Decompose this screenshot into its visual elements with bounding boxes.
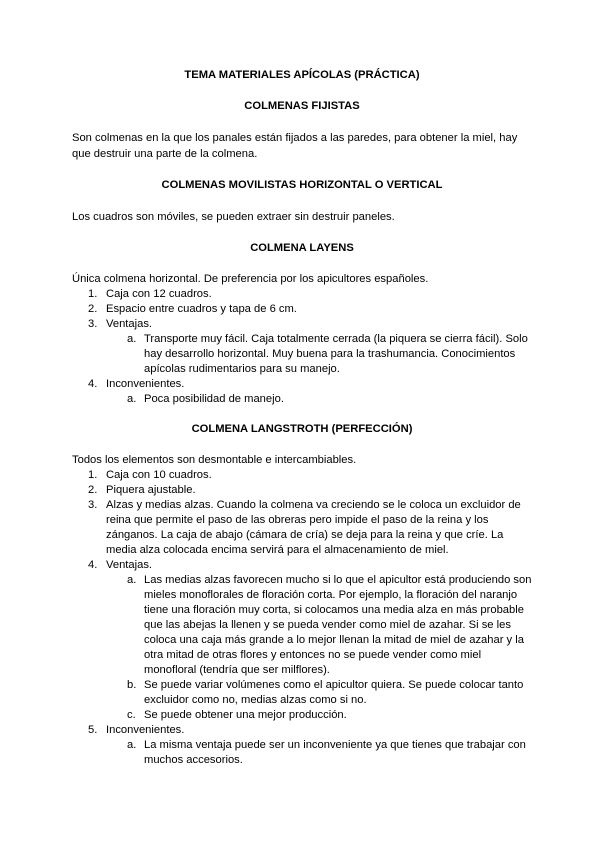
sublist xyxy=(106,332,532,377)
heading-fijistas: COLMENAS FIJISTAS xyxy=(244,100,360,112)
document-page xyxy=(72,68,532,768)
list-item: b. Se puede variar volúmenes como el apicultor quiera. Se puede colocar tanto excluidor como no, medias alzas como si no. xyxy=(127,679,524,706)
list-item: a. La misma ventaja puede ser un inconveniente ya que tienes que trabajar con muchos accesorios. xyxy=(127,739,526,766)
heading-movilistas: COLMENAS MOVILISTAS HORIZONTAL O VERTICAL xyxy=(161,179,443,191)
list-layens xyxy=(72,287,532,407)
list-item: a. Las medias alzas favorecen mucho si lo que el apicultor está produciendo son mieles monoflorales de floración corta. Por ejemplo, la floración del naranjo tiene una floración muy corta, si colocamos una media alza en más probable que las abejas la llenen y se pueda vender como miel de azahar. Si se les coloca una caja más grande a lo mejor llenan la mitad de miel de azahar y la otra mitad de otras flores y entonces no se puede vender como miel monofloral (tendría que ser milflores). xyxy=(127,574,532,676)
list-item: 5. Inconvenientes. a. La misma ventaja puede ser un inconveniente ya que tienes que trabajar con muchos accesorios. xyxy=(106,723,532,768)
intro-langstroth: Todos los elementos son desmontable e intercambiables. xyxy=(72,454,357,466)
list-langstroth xyxy=(72,468,532,768)
list-item: 1. Caja con 12 cuadros. xyxy=(88,288,212,300)
list-item: 3. Alzas y medias alzas. Cuando la colmena va creciendo se le coloca un excluidor de reina que permite el paso de las obreras pero impide el paso de la reina y los zánganos. La caja de abajo (cámara de cría) se deja para la reina y que críe. La media alza colocada encima servirá para el almacenamiento de miel. xyxy=(88,499,521,556)
list-item: a. Transporte muy fácil. Caja totalmente cerrada (la piquera se cierra fácil). Solo hay desarrollo horizontal. Muy buena para la trashumancia. Conocimientos apícolas rudimentarios para su manejo. xyxy=(127,333,528,375)
list-item: c. Se puede obtener una mejor producción. xyxy=(127,709,347,721)
list-item: 4. Inconvenientes. a. Poca posibilidad de manejo. xyxy=(106,377,532,407)
list-item: 2. Espacio entre cuadros y tapa de 6 cm. xyxy=(88,303,297,315)
list-item: 2. Piquera ajustable. xyxy=(88,484,196,496)
heading-langstroth: COLMENA LANGSTROTH (PERFECCIÓN) xyxy=(191,423,413,435)
list-item: 1. Caja con 10 cuadros. xyxy=(88,469,212,481)
sublist xyxy=(106,392,532,407)
paragraph-fijistas: Son colmenas en la que los panales están fijados a las paredes, para obtener la miel, hay que destruir una parte de la colmena. xyxy=(72,132,518,160)
sublist xyxy=(106,573,532,723)
list-item: a. Poca posibilidad de manejo. xyxy=(127,393,284,405)
document-title: TEMA MATERIALES APÍCOLAS (PRÁCTICA) xyxy=(184,69,420,81)
sublist xyxy=(106,738,532,768)
heading-layens: COLMENA LAYENS xyxy=(250,242,354,254)
paragraph-movilistas: Los cuadros son móviles, se pueden extraer sin destruir paneles. xyxy=(72,211,395,223)
list-item: 3. Ventajas. a. Transporte muy fácil. Caja totalmente cerrada (la piquera se cierra fácil). Solo hay desarrollo horizontal. Muy buena para la trashumancia. Conocimientos apícolas rudimentarios para su manejo. xyxy=(106,317,532,377)
list-item: 4. Ventajas. a. Las medias alzas favorecen mucho si lo que el apicultor está produciendo son mieles monoflorales de floración corta. Por ejemplo, la floración del naranjo tiene una floración muy corta, si colocamos una media alza en más probable que las abejas la llenen y se pueda vender como miel de azahar. Si se les coloca una caja más grande a lo mejor llenan la mitad de miel de azahar y la otra mitad de otras flores y entonces no se puede vender como miel monofloral (tendría que ser milflores). b. Se puede variar volúmenes como el apicultor quiera. Se puede colocar tanto excluidor como no, medias alzas como si no. c. Se puede obtener una mejor producción. xyxy=(88,559,532,721)
intro-layens: Única colmena horizontal. De preferencia por los apicultores españoles. xyxy=(72,273,429,285)
